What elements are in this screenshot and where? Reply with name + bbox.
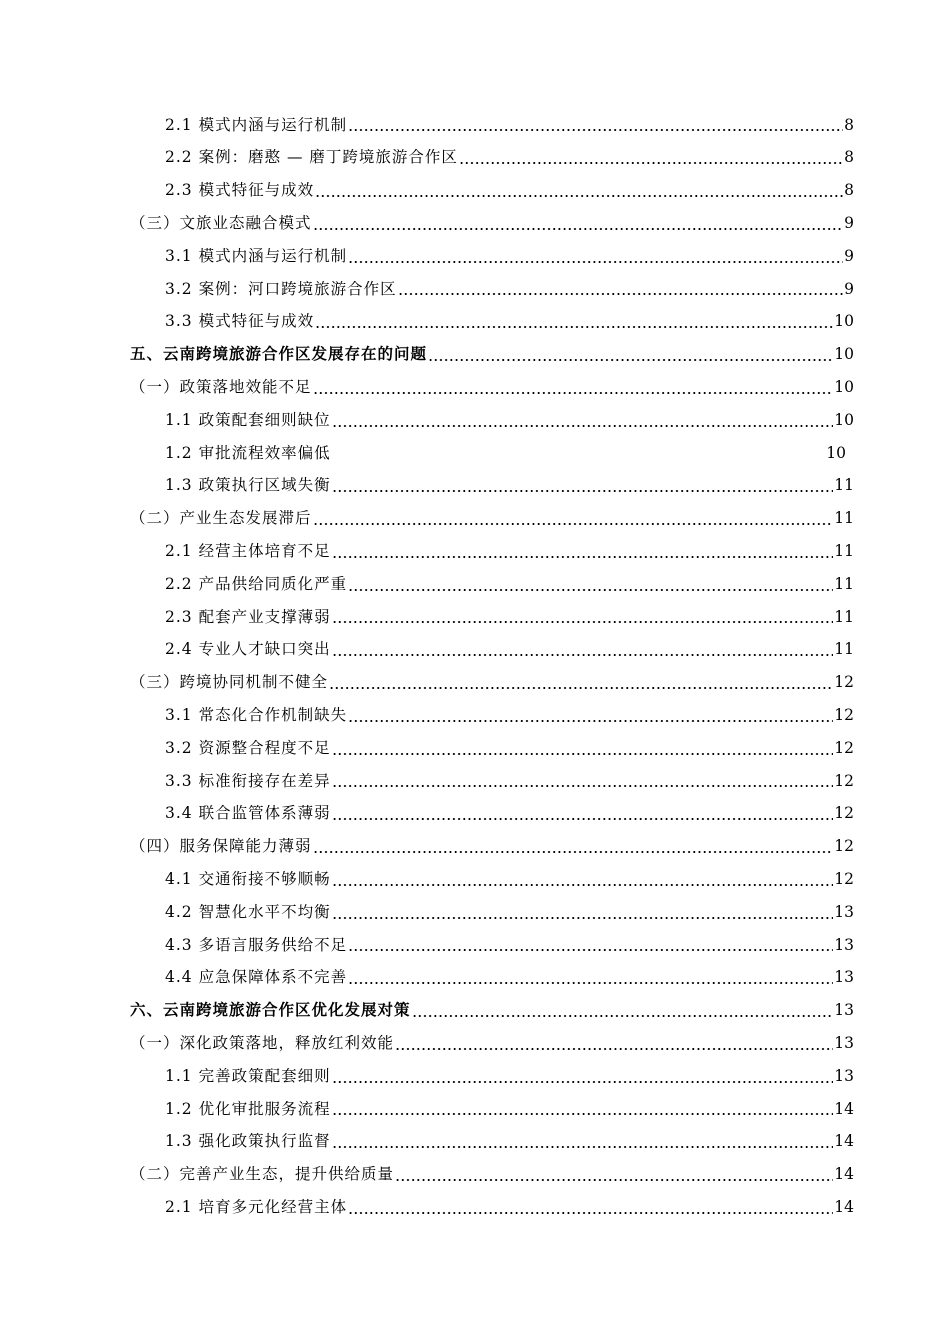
toc-entry[interactable] [0,863,950,896]
toc-page-number: 8 [844,115,854,134]
toc-entry-title: 1.3 政策执行区域失衡 [165,476,331,495]
toc-page-number: 10 [826,443,846,462]
toc-entry-title: （三）文旅业态融合模式 [130,214,312,233]
dot-leader [348,720,833,722]
dot-leader [332,621,834,623]
toc-entry[interactable] [0,1126,950,1159]
dot-leader [395,1048,833,1050]
toc-page-number: 14 [834,1099,854,1118]
toc-entry[interactable] [0,634,950,667]
toc-page-number: 11 [834,640,854,659]
dot-leader [348,1212,833,1214]
toc-entry-title: （二）产业生态发展滞后 [130,509,312,528]
toc-page-number: 9 [844,214,854,233]
toc-page-number: 12 [834,705,854,724]
toc-page-number: 11 [834,509,854,528]
toc-page-number: 13 [834,1033,854,1052]
toc-entry[interactable] [0,995,950,1028]
toc-entry-title: 2.1 模式内涵与运行机制 [165,115,348,134]
toc-page-number: 13 [834,902,854,921]
toc-entry-title: 4.1 交通衔接不够顺畅 [165,869,331,888]
toc-entry[interactable] [0,1191,950,1224]
toc-page-number: 12 [834,837,854,856]
toc-entry-title: 2.3 配套产业支撑薄弱 [165,607,331,626]
toc-entry-title: 2.2 案例：磨憨 — 磨丁跨境旅游合作区 [165,148,458,167]
toc-entry[interactable] [0,404,950,437]
toc-entry-title: （一）深化政策落地，释放红利效能 [130,1033,395,1052]
toc-page-number: 14 [834,1165,854,1184]
toc-page-number: 13 [834,935,854,954]
dot-leader [332,1113,834,1115]
dot-leader [332,457,826,459]
toc-page-number: 14 [834,1197,854,1216]
toc-page-number: 12 [834,673,854,692]
toc-entry[interactable] [0,207,950,240]
toc-page-number: 11 [834,574,854,593]
toc-entry-title: 4.2 智慧化水平不均衡 [165,902,331,921]
toc-page-number: 12 [834,804,854,823]
toc-entry-title: 4.3 多语言服务供给不足 [165,935,348,954]
toc-entry[interactable] [0,732,950,765]
dot-leader [332,884,834,886]
toc-page-number: 10 [834,345,854,364]
dot-leader [459,162,843,164]
toc-page-number: 9 [844,279,854,298]
toc-page-number: 10 [834,410,854,429]
toc-entry-title: 2.2 产品供给同质化严重 [165,574,348,593]
toc-page-number: 10 [834,312,854,331]
toc-entry[interactable] [0,831,950,864]
dot-leader [332,753,834,755]
toc-entry[interactable] [0,929,950,962]
dot-leader [332,818,834,820]
dot-leader [332,785,834,787]
dot-leader [332,490,834,492]
toc-page-number: 11 [834,476,854,495]
toc-entry[interactable] [0,175,950,208]
toc-entry[interactable] [0,1093,950,1126]
toc-entry-title: 3.2 案例：河口跨境旅游合作区 [165,279,397,298]
toc-page-number: 14 [834,1132,854,1151]
toc-page-number: 12 [834,869,854,888]
toc-entry-title: 4.4 应急保障体系不完善 [165,968,348,987]
dot-leader [313,523,834,525]
toc-entry-title: 1.3 强化政策执行监督 [165,1132,331,1151]
toc-entry[interactable] [0,535,950,568]
toc-entry[interactable] [0,109,950,142]
toc-entry-title: 1.2 优化审批服务流程 [165,1099,331,1118]
toc-entry-title: 1.1 政策配套细则缺位 [165,410,331,429]
toc-entry-title: 1.1 完善政策配套细则 [165,1066,331,1085]
toc-page-number: 12 [834,771,854,790]
toc-entry[interactable] [0,503,950,536]
toc-entry-title: 2.4 专业人才缺口突出 [165,640,331,659]
toc-entry[interactable] [0,962,950,995]
toc-entry[interactable] [0,240,950,273]
toc-entry[interactable] [0,142,950,175]
dot-leader [348,129,843,131]
dot-leader [329,687,833,689]
dot-leader [332,1146,834,1148]
toc-entry[interactable] [0,765,950,798]
dot-leader [313,228,843,230]
toc-entry-title: （四）服务保障能力薄弱 [130,837,312,856]
toc-entry-title: 2.1 经营主体培育不足 [165,542,331,560]
toc-entry[interactable] [0,601,950,634]
dot-leader [313,851,834,853]
toc-entry-title: 3.1 常态化合作机制缺失 [165,705,348,724]
toc-entry[interactable] [0,798,950,831]
toc-entry-title: 六、云南跨境旅游合作区优化发展对策 [130,1001,411,1020]
toc-entry[interactable] [0,339,950,372]
toc-entry[interactable] [0,273,950,306]
dot-leader [313,392,834,394]
dot-leader [332,556,834,558]
toc-entry-title: 3.4 联合监管体系薄弱 [165,804,331,823]
toc-entry-title: （三）跨境协同机制不健全 [130,673,329,692]
toc-entry[interactable] [0,371,950,404]
dot-leader [315,195,843,197]
dot-leader [348,261,843,263]
dot-leader [332,1081,834,1083]
toc-page-number: 13 [834,1066,854,1085]
toc-page-number: 13 [834,968,854,987]
toc-page-number: 13 [834,1001,854,1020]
dot-leader [332,425,834,427]
toc-entry[interactable] [0,1027,950,1060]
dot-leader [412,1015,834,1017]
toc-entry[interactable] [0,896,950,929]
toc-page-number: 8 [844,148,854,167]
toc-entry[interactable] [0,1060,950,1093]
toc-page-number: 8 [844,181,854,200]
toc-entry-title: 3.1 模式内涵与运行机制 [165,246,348,265]
toc-entry[interactable] [0,1159,950,1192]
toc-entry-title: 3.3 标准衔接存在差异 [165,771,331,790]
toc-entry-title: （一）政策落地效能不足 [130,378,312,397]
dot-leader [315,326,833,328]
dot-leader [428,359,833,361]
dot-leader [395,1179,833,1181]
toc-entry-title: 3.3 模式特征与成效 [165,312,315,331]
toc-entry[interactable] [0,568,950,601]
toc-entry[interactable] [0,437,950,470]
table-of-contents [0,109,950,1224]
dot-leader [332,917,834,919]
dot-leader [398,293,843,295]
toc-page-number: 10 [834,378,854,397]
toc-entry[interactable] [0,667,950,700]
toc-page-number: 11 [834,607,854,626]
toc-entry[interactable] [0,470,950,503]
toc-entry-title: 2.1 培育多元化经营主体 [165,1197,348,1216]
dot-leader [348,589,833,591]
dot-leader [348,949,833,951]
toc-entry-title: 3.2 资源整合程度不足 [165,738,331,757]
toc-page-number: 9 [844,246,854,265]
dot-leader [332,654,834,656]
toc-entry[interactable] [0,306,950,339]
toc-entry-title: （二）完善产业生态，提升供给质量 [130,1165,395,1184]
toc-page-number: 12 [834,738,854,757]
toc-entry-title: 1.2 审批流程效率偏低 [165,443,331,462]
dot-leader [348,982,833,984]
toc-entry[interactable] [0,699,950,732]
toc-entry-title: 五、云南跨境旅游合作区发展存在的问题 [130,345,428,364]
toc-entry-title: 2.3 模式特征与成效 [165,181,315,200]
toc-page-number: 11 [834,542,854,560]
